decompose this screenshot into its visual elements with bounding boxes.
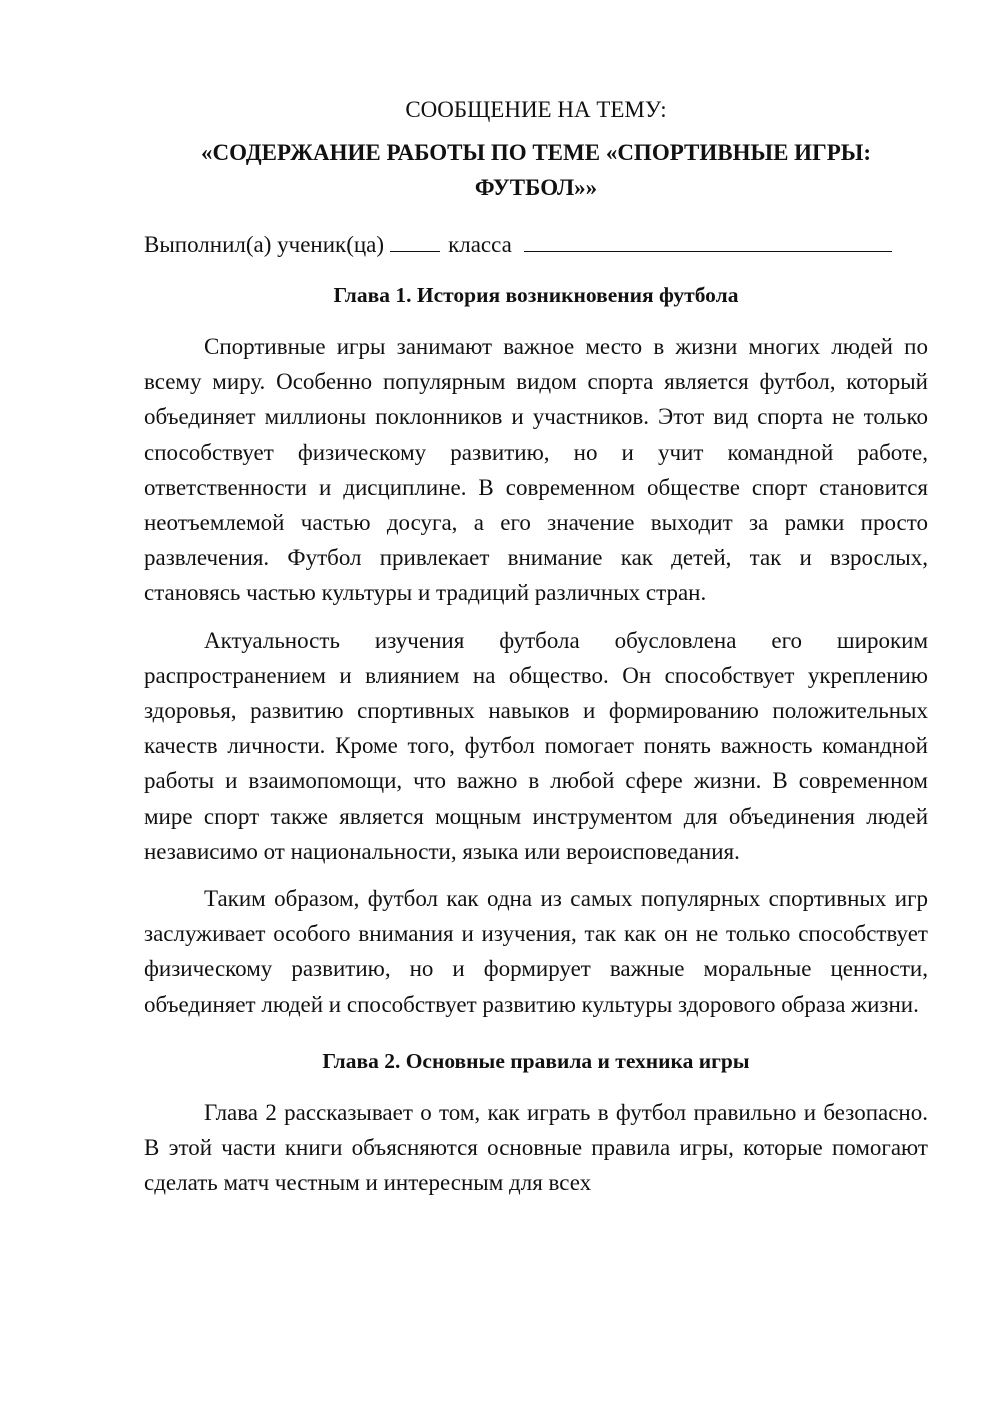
performed-by-label: Выполнил(а) ученик(ца) [144, 232, 385, 257]
chapter-1-paragraph-2: Актуальность изучения футбола обусловлена его широким распространением и влиянием на общество. Он способствует укреплению здоровья, развитию спортивных навыков и формированию положительных качеств личности. Кроме того, футбол помогает понять важность командной работы и взаимопомощи, что важно в любой сфере жизни. В современном мире спорт также является мощным инструментом для объединения людей независимо от национальности, языка или вероисповедания. [144, 627, 928, 864]
grade-label: класса [448, 232, 512, 257]
chapter-1-paragraph-3: Таким образом, футбол как одна из самых популярных спортивных игр заслуживает особого внимания и изучения, так как он не только способствует физическому развитию, но и формирует важные моральные ценности, объединяет людей и способствует развитию культуры здорового образа жизни. [144, 886, 928, 1017]
author-line [144, 227, 928, 262]
chapter-2-heading: Глава 2. Основные правила и техника игры [322, 1048, 750, 1073]
grade-blank-field [390, 231, 440, 252]
chapter-2-paragraph-1: Глава 2 рассказывает о том, как играть в футбол правильно и безопасно. В этой части книги объясняются основные правила игры, которые помогают сделать матч честным и интересным для всех [144, 1099, 928, 1196]
student-name-blank-field [524, 231, 892, 252]
document-kind-heading: СООБЩЕНИЕ НА ТЕМУ: [405, 97, 667, 122]
chapter-1-heading: Глава 1. История возникновения футбола [333, 283, 739, 307]
document-title: «СОДЕРЖАНИЕ РАБОТЫ ПО ТЕМЕ «СПОРТИВНЫЕ ИГРЫ: ФУТБОЛ»» [201, 140, 871, 200]
document-body [144, 92, 928, 1212]
chapter-1-paragraph-1: Спортивные игры занимают важное место в жизни многих людей по всему миру. Особенно популярным видом спорта является футбол, который объединяет миллионы поклонников и участников. Этот вид спорта не только способствует физическому развитию, но и учит командной работе, ответственности и дисциплине. В современном обществе спорт становится неотъемлемой частью досуга, а его значение выходит за рамки просто развлечения. Футбол привлекает внимание как детей, так и взрослых, становясь частью культуры и традиций различных стран. [144, 334, 928, 606]
